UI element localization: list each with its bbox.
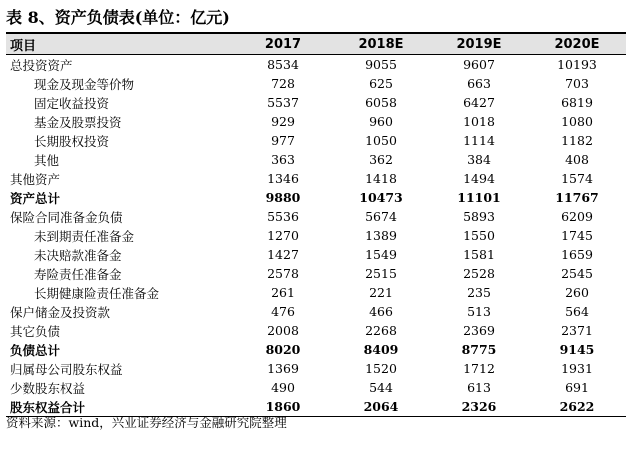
cell-2018e: 1418 [365,171,397,186]
row-label: 总投资资产 [10,57,73,73]
cell-2017: 977 [271,133,295,148]
cell-2019e: 235 [467,285,491,300]
cell-2019e: 8775 [461,342,497,357]
row-label: 少数股东权益 [10,380,86,396]
cell-2020e: 2371 [561,323,593,338]
row-label: 股东权益合计 [6,397,234,417]
row-label: 寿险责任准备金 [34,266,122,282]
table-row [6,359,626,378]
cell-2018e: 625 [369,76,393,91]
cell-2017: 5536 [267,209,299,224]
table-row [6,207,626,226]
table-row [6,93,626,112]
cell-2017: 363 [271,152,295,167]
row-label: 固定收益投资 [34,95,110,111]
cell-2019e: 1712 [463,361,495,376]
table-row [6,378,626,397]
header-2018e: 2018E [332,33,430,55]
cell-2018e: 1520 [365,361,397,376]
table-row-total [6,340,626,359]
header-row [6,33,626,55]
cell-2017: 1860 [234,397,332,417]
table-row [6,55,626,75]
cell-2018e: 544 [369,380,393,395]
row-label: 其它负债 [10,323,61,339]
cell-2020e: 408 [565,152,589,167]
cell-2020e: 6819 [561,95,593,110]
row-label: 未到期责任准备金 [34,228,135,244]
row-label: 其他 [34,152,60,168]
cell-2019e: 663 [467,76,491,91]
table-row [6,283,626,302]
cell-2019e: 1581 [463,247,495,262]
row-label: 现金及现金等价物 [34,76,135,92]
cell-2019e: 513 [467,304,491,319]
cell-2020e: 1080 [561,114,593,129]
cell-2020e: 691 [565,380,589,395]
cell-2020e: 10193 [557,57,597,72]
row-label: 保险合同准备金负债 [10,209,123,225]
cell-2018e: 8409 [363,342,399,357]
cell-2019e: 9607 [463,57,495,72]
cell-2018e: 9055 [365,57,397,72]
header-item: 项目 [6,33,234,55]
cell-2020e: 1574 [561,171,593,186]
cell-2019e: 1550 [463,228,495,243]
cell-2018e: 2268 [365,323,397,338]
cell-2017: 261 [271,285,295,300]
cell-2020e: 2622 [528,397,626,417]
cell-2018e: 1549 [365,247,397,262]
cell-2020e: 9145 [559,342,595,357]
cell-2020e: 1745 [561,228,593,243]
table-row [6,74,626,93]
cell-2019e: 11101 [457,190,501,205]
balance-sheet-table [6,32,626,417]
row-label: 其他资产 [10,171,61,187]
header-2020e: 2020E [528,33,626,55]
row-label: 负债总计 [10,342,61,358]
table-row-total [6,188,626,207]
cell-2018e: 960 [369,114,393,129]
cell-2020e: 703 [565,76,589,91]
cell-2017: 2578 [267,266,299,281]
cell-2020e: 564 [565,304,589,319]
cell-2018e: 1050 [365,133,397,148]
cell-2018e: 5674 [365,209,397,224]
cell-2018e: 2515 [365,266,397,281]
cell-2018e: 6058 [365,95,397,110]
header-2019e: 2019E [430,33,528,55]
row-label: 保户储金及投资款 [10,304,111,320]
cell-2020e: 6209 [561,209,593,224]
row-label: 归属母公司股东权益 [10,361,123,377]
cell-2019e: 1018 [463,114,495,129]
cell-2019e: 613 [467,380,491,395]
row-label: 资产总计 [10,190,61,206]
cell-2020e: 1931 [561,361,593,376]
cell-2017: 9880 [265,190,301,205]
cell-2020e: 1182 [561,133,593,148]
cell-2019e: 1114 [463,133,495,148]
cell-2018e: 466 [369,304,393,319]
cell-2018e: 2064 [332,397,430,417]
cell-2017: 8534 [267,57,299,72]
table-row [6,302,626,321]
cell-2019e: 1494 [463,171,495,186]
table-row [6,169,626,188]
table-title: 表 8、资产负债表(单位：亿元) [6,8,230,27]
table-row [6,131,626,150]
cell-2017: 1369 [267,361,299,376]
cell-2017: 728 [271,76,295,91]
cell-2017: 476 [271,304,295,319]
table-row [6,245,626,264]
row-label: 未决赔款准备金 [34,247,122,263]
cell-2020e: 11767 [555,190,599,205]
cell-2018e: 10473 [359,190,403,205]
cell-2017: 1346 [267,171,299,186]
cell-2019e: 2326 [430,397,528,417]
cell-2019e: 2528 [463,266,495,281]
cell-2017: 5537 [267,95,299,110]
table-row [6,112,626,131]
cell-2017: 8020 [265,342,301,357]
table-row [6,150,626,169]
cell-2018e: 221 [369,285,393,300]
cell-2020e: 1659 [561,247,593,262]
cell-2017: 490 [271,380,295,395]
cell-2020e: 2545 [561,266,593,281]
row-label: 长期股权投资 [34,133,110,149]
cell-2020e: 260 [565,285,589,300]
cell-2019e: 6427 [463,95,495,110]
cell-2017: 2008 [267,323,299,338]
cell-2018e: 1389 [365,228,397,243]
cell-2019e: 384 [467,152,491,167]
table-row [6,321,626,340]
row-label: 长期健康险责任准备金 [34,285,160,301]
table-row [6,264,626,283]
row-label: 基金及股票投资 [34,114,122,130]
cell-2019e: 2369 [463,323,495,338]
source-note: 资料来源：wind，兴业证券经济与金融研究院整理 [6,415,287,430]
header-2017: 2017 [234,33,332,55]
cell-2018e: 362 [369,152,393,167]
cell-2019e: 5893 [463,209,495,224]
table-row [6,226,626,245]
cell-2017: 1270 [267,228,299,243]
cell-2017: 1427 [267,247,299,262]
cell-2017: 929 [271,114,295,129]
